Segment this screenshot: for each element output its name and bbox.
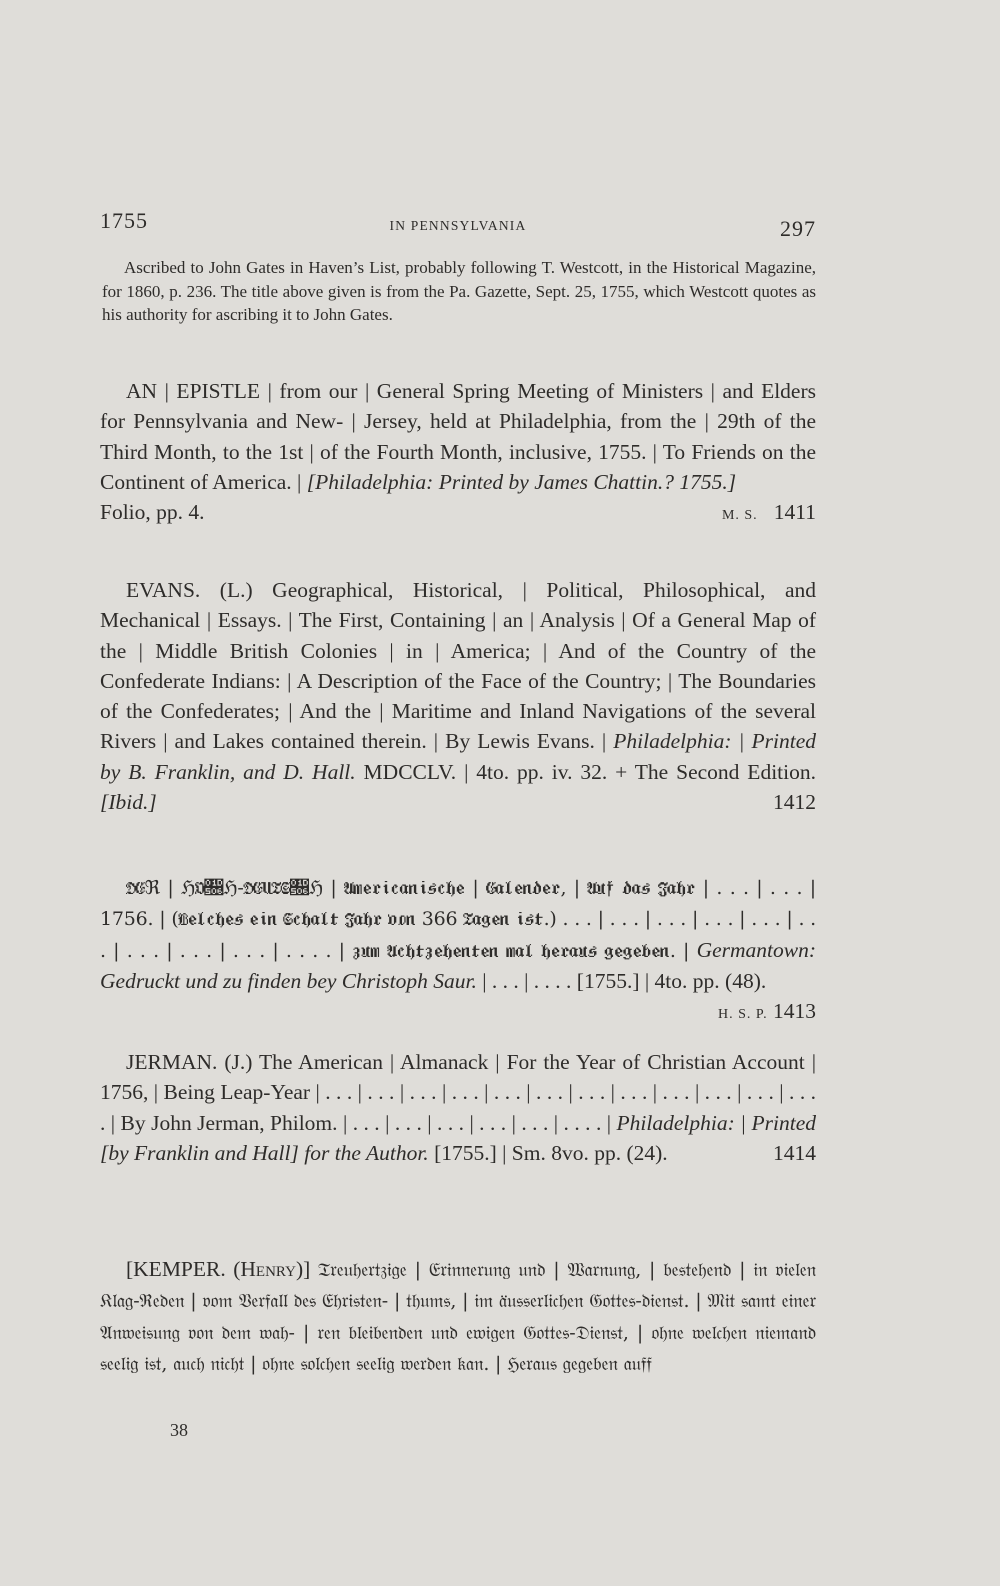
running-header [100,208,816,242]
entry-collation: MDCCLV. | 4to. pp. iv. 32. + The Second Edition. [355,759,816,784]
entry-title: EVANS. (L.) Geographical, Historical, | Political, Philosophical, and Mechanical | Essays. | The First, Containing | an | Analysis | Of a General Map of the | Middle British Colonies | in | America; | And of the Country of the Confederate Indians: | A Description of the Face of the Country; | The Boundaries of the Confederates; | And the | Maritime and Inland Navigations of the several Rivers | and Lakes contained therein. | By Lewis Evans. | [100,578,816,754]
entry-1411 [100,376,816,531]
note-text: Ascribed to John Gates in Haven’s List, probably following T. Westcott, in the Historical Magazine, for 1860, p. 236. The title above given is from the Pa. Gazette, Sept. 25, 1755, which Westcott quotes as his authority for ascribing it to John Gates. [102,258,816,324]
header-title: IN PENNSYLVANIA [389,218,527,233]
entry-number: 1411 [773,500,816,525]
entry-imprint: [Philadelphia: Printed by James Chattin.? 1755.] [306,469,737,494]
entry-imprint: Germantown: Gedruckt und zu finden bey Christoph Saur. [100,937,816,993]
entry-number: 1414 [773,1140,816,1165]
entry-1414 [100,1047,816,1168]
entry-imprint: Philadelphia: | Printed [by Franklin and Hall] for the Author. [100,1110,816,1165]
header-year: 1755 [100,208,148,233]
entry-title: 𝔇𝔈ℜ | ℌ𝔒𝔆ℌ-𝔇𝔈𝔘𝔗𝔖𝔆ℌ | 𝔄𝔪𝔢𝔯𝔦𝔠𝔞𝔫𝔦𝔰𝔠𝔥𝔢 | 𝔈𝔞𝔩𝔢𝔫𝔡𝔢𝔯, | 𝔄𝔲𝔣 𝔡𝔞𝔰 𝔍𝔞𝔥𝔯 | . . . | . . . | 1756. | (𝔚𝔢𝔩𝔠𝔥𝔢𝔰 𝔢𝔦𝔫 𝔖𝔠𝔥𝔞𝔩𝔱 𝔍𝔞𝔥𝔯 𝔳𝔬𝔫 366 𝔗𝔞𝔤𝔢𝔫 𝔦𝔰𝔱.) . . . | . . . | . . . | . . . | . . . | . . . | . . . | . . . | . . . | . . . . | 𝔷𝔲𝔪 𝔄𝔠𝔥𝔱𝔷𝔢𝔥𝔢𝔫𝔱𝔢𝔫 𝔪𝔞𝔩 𝔥𝔢𝔯𝔞𝔲𝔰 𝔤𝔢𝔤𝔢𝔟𝔢𝔫. | [100,877,816,962]
entry-author-close: )] [295,1257,318,1281]
entry-1412 [100,575,816,817]
entry-location: H. S. P. [717,1007,768,1023]
entry-location: M. S. [721,508,758,524]
entry-imprint-2: [Ibid.] [100,790,157,815]
entry-author-forename: Henry [240,1257,296,1281]
entry-imprint: Philadelphia: | Printed by B. Franklin, and D. Hall. [100,729,816,784]
entry-number: 1412 [773,790,816,815]
entry-collation: [1755.] | Sm. 8vo. pp. (24). [428,1140,668,1165]
page-number: 297 [780,216,816,241]
entry-author: [KEMPER. ( [126,1257,241,1281]
entry-number: 1413 [773,999,816,1024]
attribution-note [102,256,816,327]
entry-title: AN | EPISTLE | from our | General Spring Meeting of Ministers | and Elders for Pennsylvania and New- | Jersey, held at Philadelphia, from the | 29th of the Third Month, to the 1st | of the Fourth Month, inclusive, 1755. | To Friends on the Continent of America. | [100,379,816,494]
entry-1413 [100,872,816,1030]
signature-mark: 38 [170,1420,188,1440]
entry-kemper [100,1254,816,1379]
entry-title: JERMAN. (J.) The American | Almanack | For the Year of Christian Account | 1756, | Being Leap-Year | . . . | . . . | . . . | . . . | . . . | . . . | . . . | . . . | . . . | . . . | . . . | . . . . | By John Jerman, Philom. | . . . | . . . | . . . | . . . | . . . | . . . . | [100,1050,816,1135]
entry-collation: Folio, pp. 4. [100,500,205,525]
entry-title: 𝔗𝔯𝔢𝔲𝔥𝔢𝔯𝔱𝔷𝔦𝔤𝔢 | 𝔈𝔯𝔦𝔫𝔫𝔢𝔯𝔲𝔫𝔤 𝔲𝔫𝔡 | 𝔚𝔞𝔯𝔫𝔲𝔫𝔤, | 𝔟𝔢𝔰𝔱𝔢𝔥𝔢𝔫𝔡 | 𝔦𝔫 𝔳𝔦𝔢𝔩𝔢𝔫 𝔎𝔩𝔞𝔤-ℜ𝔢𝔡𝔢𝔫 | 𝔳𝔬𝔪 𝔙𝔢𝔯𝔣𝔞𝔩𝔩 𝔡𝔢𝔰 𝔈𝔥𝔯𝔦𝔰𝔱𝔢𝔫- | 𝔱𝔥𝔲𝔪𝔰, | 𝔦𝔪 𝔞̈𝔲𝔰𝔰𝔢𝔯𝔩𝔦𝔠𝔥𝔢𝔫 𝔊𝔬𝔱𝔱𝔢𝔰-𝔡𝔦𝔢𝔫𝔰𝔱. | 𝔐𝔦𝔱 𝔰𝔞𝔪𝔱 𝔢𝔦𝔫𝔢𝔯 𝔄𝔫𝔴𝔢𝔦𝔰𝔲𝔫𝔤 𝔳𝔬𝔫 𝔡𝔢𝔪 𝔴𝔞𝔥- | 𝔯𝔢𝔫 𝔟𝔩𝔢𝔦𝔟𝔢𝔫𝔡𝔢𝔫 𝔲𝔫𝔡 𝔢𝔴𝔦𝔤𝔢𝔫 𝔊𝔬𝔱𝔱𝔢𝔰-𝔇𝔦𝔢𝔫𝔰𝔱, | 𝔬𝔥𝔫𝔢 𝔴𝔢𝔩𝔠𝔥𝔢𝔫 𝔫𝔦𝔢𝔪𝔞𝔫𝔡 𝔰𝔢𝔢𝔩𝔦𝔤 𝔦𝔰𝔱, 𝔞𝔲𝔠𝔥 𝔫𝔦𝔠𝔥𝔱 | 𝔬𝔥𝔫𝔢 𝔰𝔬𝔩𝔠𝔥𝔢𝔫 𝔰𝔢𝔢𝔩𝔦𝔤 𝔴𝔢𝔯𝔡𝔢𝔫 𝔨𝔞𝔫. | ℌ𝔢𝔯𝔞𝔲𝔰 𝔤𝔢𝔤𝔢𝔟𝔢𝔫 𝔞𝔲𝔣𝔣 [100,1259,817,1375]
entry-collation: | . . . | . . . . [1755.] | 4to. pp. (48). [476,968,767,993]
